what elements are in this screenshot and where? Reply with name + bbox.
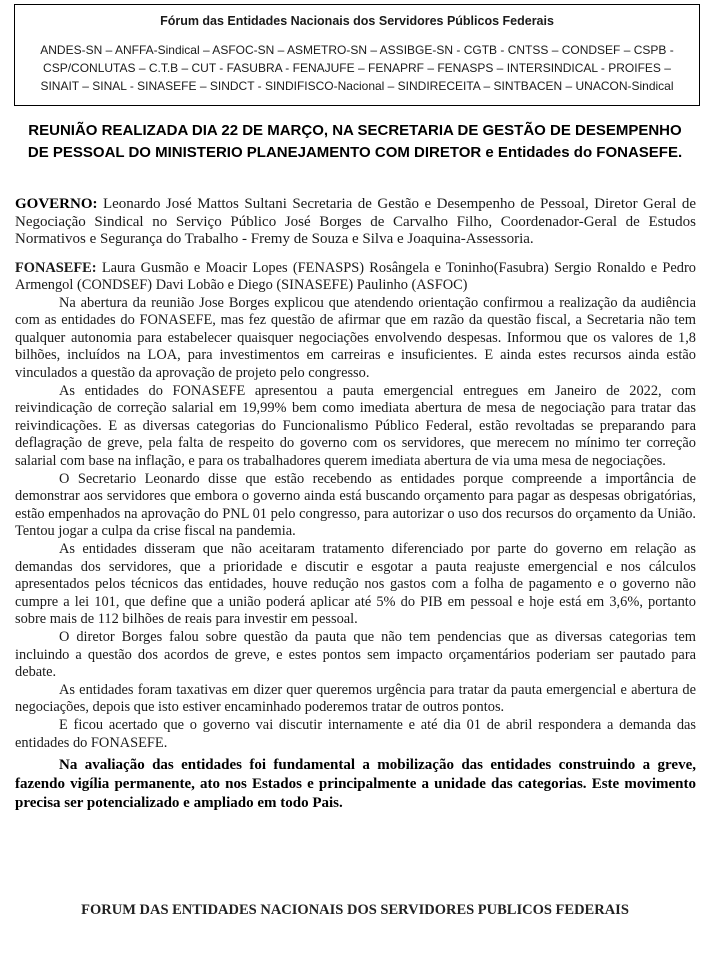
forum-title: Fórum das Entidades Nacionais dos Servidores Públicos Federais: [160, 14, 554, 28]
body-paragraph: As entidades disseram que não aceitaram tratamento diferenciado por parte do governo em relação as demandas dos servidores, que a prioridade e discutir e esgotar a pauta reajuste emergencial e nos cálculos apresentados pelos técnicos das entidades, houve redução nos gastos com a folha de pagamento e o governo não cumpre a lei 101, que define que a união poderá aplicar até 5% do PIB em pessoal e hoje está em 3,6%, portanto sobre mais de 112 bilhões de reais para investir em pessoal.: [15, 541, 696, 628]
body-paragraph: Na abertura da reunião Jose Borges explicou que atendendo orientação confirmou a realização da audiência com as entidades do FONASEFE, mas fez questão de afirmar que em razão da questão fiscal, a Secretaria não tem qualquer autonomia para estabelecer quaisquer negociações envolvendo despesas. Informou que os valores de 1,8 bilhões, incluídos na LOA, para investimentos em carreiras e insuficientes. E ainda estes recursos ainda estão vinculados a questão da aprovação de projeto pelo congresso.: [15, 294, 696, 382]
governo-label: GOVERNO:: [15, 196, 98, 212]
body-paragraph: E ficou acertado que o governo vai discutir internamente e até dia 01 de abril respondera a demanda das entidades do FONASEFE.: [15, 716, 696, 751]
footer-signature: FORUM DAS ENTIDADES NACIONAIS DOS SERVIDORES PUBLICOS FEDERAIS: [81, 902, 629, 918]
document-body: [15, 196, 696, 813]
body-paragraph: As entidades do FONASEFE apresentou a pauta emergencial entregues em Janeiro de 2022, com reivindicação de correção salarial em 19,99% bem como imediata abertura de mesa de negociação para tratar das reivindicações. E as diversas categorias do Funcionalismo Público Federal, estão revoltadas se preparando para deflagração de greve, pela falta de respeito do governo com os servidores, que merecem no mínimo ter correção salarial com base na inflação, e para os trabalhadores querem imediata abertura de via uma mesa de negociações.: [15, 382, 696, 470]
body-paragraph: O diretor Borges falou sobre questão da pauta que não tem pendencias que as diversas categorias tem incluindo a questão dos acordos de greve, e estes pontos sem impacto orçamentários poderiam ser pautado para debate.: [15, 628, 696, 681]
body-paragraph: As entidades foram taxativas em dizer quer queremos urgência para tratar da pauta emergencial e abertura de negociações, depois que isto estiver encaminhado poderemos tratar de outros pontos.: [15, 681, 696, 716]
header-box: [14, 4, 700, 106]
fonasefe-label: FONASEFE:: [15, 259, 97, 276]
governo-text: Leonardo José Mattos Sultani Secretaria de Gestão e Desempenho de Pessoal, Diretor Geral de Negociação Sindical no Serviço Público José Borges de Carvalho Filho, Coordenador-Geral de Estudos Normativos e Segurança do Trabalho - Fremy de Souza e Silva e Joaquina-Assessoria.: [15, 196, 696, 247]
body-paragraph: O Secretario Leonardo disse que estão recebendo as entidades porque compreende a importância de demonstrar aos servidores que embora o governo ainda está buscando orçamento para pagar as despesas obrigatórias, estão empenhados na aprovação do PNL 01 pelo congresso, para autorizar o uso dos recursos do orçamento da União. Tentou jogar a culpa da crise fiscal na pandemia.: [15, 470, 696, 540]
member-entities-list: ANDES-SN – ANFFA-Sindical – ASFOC-SN – ASMETRO-SN – ASSIBGE-SN - CGTB - CNTSS – CONDSEF – CSPB - CSP/CONLUTAS – C.T.B – CUT - FASUBRA - FENAJUFE – FENAPRF – FENASPS – INTERSINDICAL - PROIFES – SINAIT – SINAL - SINASEFE – SINDCT - SINDIFISCO-Nacional – SINDIRECEITA – SINTBACEN – UNACON-Sindical: [40, 43, 674, 93]
governo-paragraph: [15, 196, 696, 249]
conclusion-paragraph: Na avaliação das entidades foi fundamental a mobilização das entidades construindo a greve, fazendo vigília permanente, ato nos Estados e principalmente a unidade das categorias. Este movimento precisa ser potencializado e ampliado em todo Pais.: [15, 757, 696, 812]
fonasefe-text: Laura Gusmão e Moacir Lopes (FENASPS) Rosângela e Toninho(Fasubra) Sergio Ronaldo e Pedro Armengol (CONDSEF) Davi Lobão e Diego (SINASEFE) Paulinho (ASFOC): [15, 259, 696, 294]
fonasefe-paragraph: [15, 260, 696, 295]
document-title: REUNIÃO REALIZADA DIA 22 DE MARÇO, NA SECRETARIA DE GESTÃO DE DESEMPENHO DE PESSOAL DO MINISTERIO PLANEJAMENTO COM DIRETOR e Entidades do FONASEFE.: [27, 122, 683, 161]
